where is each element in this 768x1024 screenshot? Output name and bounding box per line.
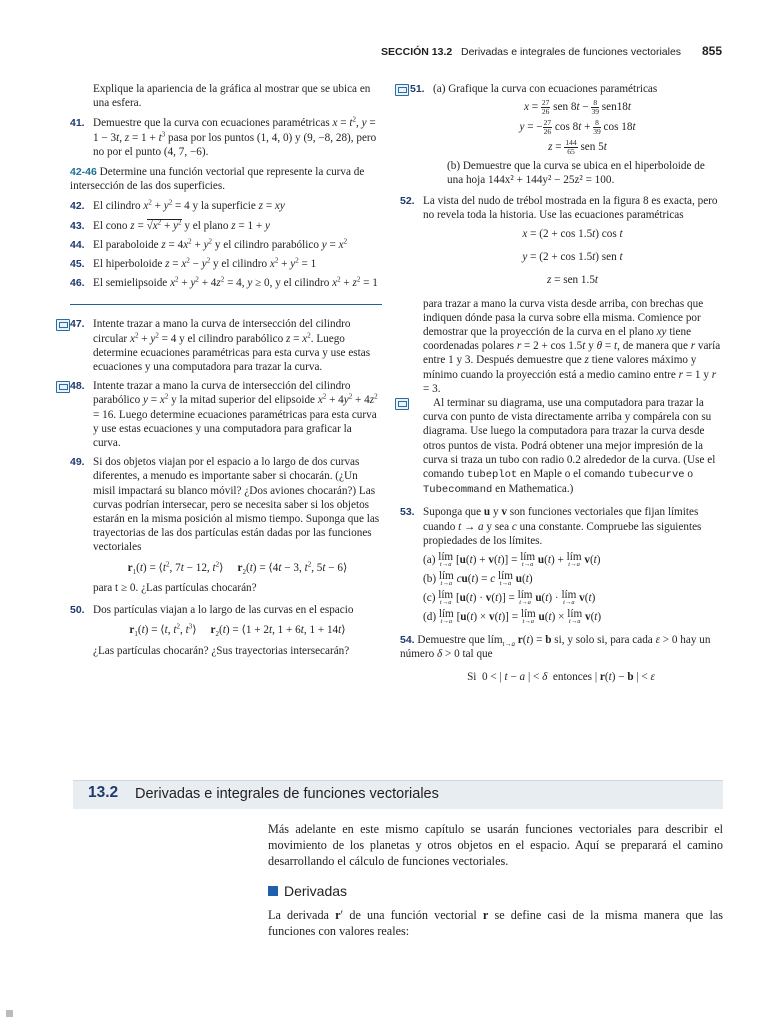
left-column [70, 82, 382, 663]
square-bullet-icon [268, 886, 278, 896]
derivative-definition-text: La derivada r′ de una función vectorial r se define casi de la misma manera que las funciones con valores reales: [268, 908, 723, 938]
equation-51-z: z = $\frac{144}{65}$ sen 5t [548, 138, 607, 157]
computer-icon [56, 319, 70, 331]
problem-40-tail: Explique la apariencia de la gráfica al mostrar que se ubica en una esfera. [93, 83, 371, 110]
computer-icon [395, 84, 409, 96]
computer-icon [395, 398, 409, 410]
section-divider [70, 304, 382, 305]
problem-43: 43. El cono $z = √x^2 + y^2$ y el plano z = 1 + y [70, 217, 270, 232]
problem-47: 47. Intente trazar a mano la curva de intersección del cilindro circular $x^2 + y^2 = 4$ y el cilindro parabólico $z = x^2$. Luego determine ecuaciones paramétricas para esta curva y use estas ecuaciones y una computadora para trazar la curva. [70, 317, 382, 374]
problem-44: 44. El paraboloide $z = 4x^2 + y^2$ y el cilindro parabólico $y = x^2$ [70, 237, 348, 251]
problem-48: 48. Intente trazar a mano la curva de intersección del cilindro parabólico $y = x^2$ y la mitad superior del elipsoide $x^2 + 4y^2 + 4z^2 = 16$. Luego determine ecuaciones paramétricas para esta curva y use estas ecuaciones y una computadora para graficar la curva. [70, 379, 382, 450]
section-intro: Más adelante en este mismo capítulo se usarán funciones vectoriales para describir el movimiento de los planetas y otros objetos en el espacio. Aquí se preparará el camino desarrollando el cálculo de funciones vectoriales. [268, 822, 723, 868]
header-section: SECCIÓN 13.2 [381, 46, 453, 58]
page-corner-mark [6, 1010, 13, 1017]
equation-51-y: y = − $\frac{27}{26}$ cos 8t + $\frac{8}{39}$ cos 18t [519, 118, 636, 137]
problem-53: 53. Suponga que u y v son funciones vectoriales que fijan límites cuando t → a y sea c una constante. Compruebe las siguientes propiedades de los límites. (a) lím t→a [u(t) + v(t)] = lím t→a u(t) + lím t→a v(t) (b) lím t→a cu(t) = c lím t→a u(t) (c) lím t→a [u(t) · v(t)] = lím t→a u(t) · lím t→a v(t) (d) lím t→a [u(t) × v(t)] = lím t→a u(t) × lím t→a v(t) [400, 506, 702, 626]
problem-45: 45. El hiperboloide $z = x^2 - y^2$ y el cilindro $x^2 + y^2 = 1$ [70, 256, 317, 271]
equation-50: $r_1(t)$ = ⟨t, $t^2$, $t^3⟩$ $r_2(t)$ = ⟨1 + 2t, 1 + 6t, 1 + 14t⟩ [129, 622, 346, 639]
section-title: Derivadas e integrales de funciones vectoriales [135, 786, 439, 802]
section-number: 13.2 [88, 784, 119, 801]
equation-49: $r_1(t)$ = $⟨t^2$, 7t − 12, $t^2⟩$ $r_2(t)$ = ⟨4t − 3, $t^2$, 5t − 6⟩ [127, 559, 348, 576]
problem-42: 42. El cilindro $x^2 + y^2 = 4$ y la superficie z = xy [70, 198, 285, 213]
computer-icon [56, 381, 70, 393]
page-number: 855 [701, 44, 722, 58]
problem-51b: (b) Demuestre que la curva se ubica en el hiperboloide de una hoja 144x² + 144y² − 25z² = 100. [447, 160, 705, 187]
problem-50: 50. Dos partículas viajan a lo largo de las curvas en el espacio $r_1(t)$ = ⟨t, $t^2$, $t^3⟩$ $r_2(t)$ = ⟨1 + 2t, 1 + 6t, 1 + 14t⟩ ¿Las partículas chocarán? ¿Sus trayectorias intersecarán? [70, 603, 382, 658]
section-heading-band [73, 780, 723, 809]
header-title: Derivadas e integrales de funciones vectoriales [461, 46, 682, 58]
problem-51: 51. (a) Grafique la curva con ecuaciones paramétricas x = $\frac{27}{26}$ sen 8t − $\frac{8}{39}$ sen18t y = − $\frac{27}{26}$ cos 8t + $\frac{8}{39}$ cos 18t z = $\frac{144}{65}$ sen 5t (b) Demuestre que la curva se ubica en el hiperboloide de una hoja 144x² + 144y² − 25z² = 100. [400, 82, 722, 188]
problem-49: 49. Si dos objetos viajan por el espacio a lo largo de dos curvas diferentes, a menudo es importante saber si chocarán. (¿Un misil impactará su blanco móvil? ¿Dos aviones chocarán?) Las curvas podrían intersecar, pero se necesita saber si los objetos estarán en la misma posición al mismo tiempo. Suponga que las trayectorias de las dos partículas están dadas por las funciones vectoriales $r_1(t)$ = $⟨t^2$, 7t − 12, $t^2⟩$ $r_2(t)$ = ⟨4t − 3, $t^2$, 5t − 6⟩ para t ≥ 0. ¿Las partículas chocarán? [70, 455, 382, 595]
problem-number: 41. [70, 117, 85, 130]
right-column [400, 82, 722, 691]
equation-51-x: x = $\frac{27}{26}$ sen 8t − $\frac{8}{39}$ sen18t [523, 98, 631, 117]
problems-42-46-instruction: 42-46 Determine una función vectorial que represente la curva de intersección de las dos superficies. [70, 166, 365, 193]
problem-54: 54. Demuestre que lím$_{t\to a}$ r(t) = b si, y solo si, para cada ε > 0 hay un número δ > 0 tal que Si 0 < | t − a | < δ entonces | r(t) − b | < ε [400, 634, 711, 684]
problem-46: 46. El semielipsoide $x^2 + y^2 + 4z^2 = 4$, y ≥ 0, y el cilindro $x^2 + z^2 = 1$ [70, 275, 378, 290]
running-header [381, 44, 722, 59]
subheading-derivadas: Derivadas [268, 884, 347, 898]
problem-52: 52. La vista del nudo de trébol mostrada en la figura 8 es exacta, pero no revela toda la historia. Use las ecuaciones paramétricas x = (2 + cos 1.5t) cos t y = (2 + cos 1.5t) sen t z = sen 1.5t para trazar a mano la curva vista desde arriba, con brechas que indiquen dónde pasa la curva sobre ella misma. Comience por demostrar que la proyección de la curva en el plano xy tiene coordenadas polares r = 2 + cos 1.5t y θ = t, de manera que r varía entre 1 y 3. Después demuestre que z tiene valores máximo y mínimo cuando la proyección está a medio camino entre r = 1 y r = 3. Al terminar su diagrama, use una computadora para trazar la curva con punto de vista directamente arriba y compárela con su diagrama. Use luego la computadora para trazar la curva desde otros puntos de vista. Podrá obtener una mejor impresión de la curva si traza un tubo con radio 0.2 alrededor de la curva. (Use el comando tubeplot en Maple o el comando tubecurve o Tubecommand en Mathematica.) [400, 194, 722, 498]
problem-41: 41. Demuestre que la curva con ecuaciones paramétricas $x = t^2$, y = 1 − 3t, $z = 1 + t^3$ pasa por los puntos (1, 4, 0) y (9, −8, 28), pero no por el punto (4, 7, −6). [70, 115, 377, 158]
